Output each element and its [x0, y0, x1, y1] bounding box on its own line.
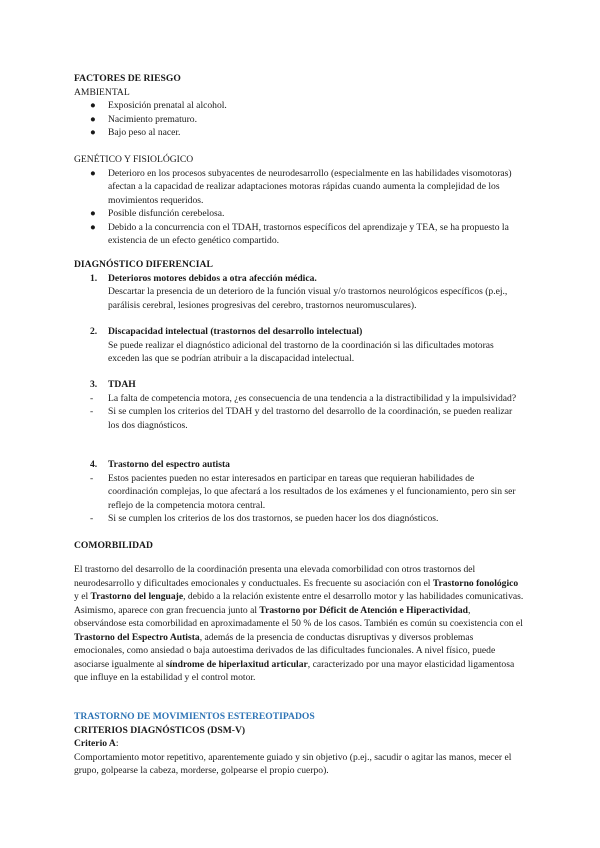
dash-item: - Si se cumplen los criterios del TDAH y del trastorno del desarrollo de la coordinación, se pueden realizar los dos diagnósticos. [90, 406, 513, 431]
comorbidity-text: El trastorno del desarrollo de la coordinación presenta una elevada comorbilidad con otros trastornos del neurodesarrollo y dificultades emocionales y conductuales. Es frecuente su asociación con el Trastorno fonológico y el Trastorno del lenguaje, debido a la relación existente entre el desarrollo motor y las habilidades comunicativas. Asimismo, aparece con gran frecuencia junto al Trastorno por Déficit de Atención e Hiperactividad, observándose esta comorbilidad en aproximadamente el 50 % de los casos. También es común su coexistencia con el Trastorno del Espectro Autista, además de la presencia de conductas disruptivas y diversos problemas emocionales, como ansiedad o baja autoestima derivados de las dificultades funcionales. A nivel físico, puede asociarse igualmente al síndrome de hiperlaxitud articular, caracterizado por una mayor elasticidad ligamentosa que influye en la estabilidad y el control motor. [74, 564, 524, 683]
section-title: TRASTORNO DE MOVIMIENTOS ESTEREOTIPADOS [74, 711, 315, 722]
item-number: 3. [90, 379, 98, 390]
criterion-a-label: Criterio A: [74, 738, 119, 749]
dash-marker: - [90, 392, 94, 404]
bullet-icon: ● [90, 167, 96, 179]
risk-factors-section [74, 72, 524, 140]
genetic-label: GENÉTICO Y FISIOLÓGICO [74, 154, 194, 165]
list-item: ● Nacimiento prematuro. [90, 113, 197, 125]
item-description: Se puede realizar el diagnóstico adicional del trastorno de la coordinación si las dificultades motoras exceden las que se podrían atribuir a la discapacidad intelectual. [108, 339, 494, 364]
bullet-icon: ● [90, 221, 96, 233]
list-item: ● Debido a la concurrencia con el TDAH, trastornos específicos del aprendizaje y TEA, se ha propuesto la existencia de un efecto genético compartido. [90, 221, 509, 246]
item-title: Trastorno del espectro autista [108, 459, 230, 470]
numbered-item [74, 325, 524, 339]
comorbidity-section [74, 539, 524, 553]
ambiental-label: AMBIENTAL [74, 86, 130, 98]
criteria-subtitle: CRITERIOS DIAGNÓSTICOS (DSM-V) [74, 724, 246, 736]
item-number: 1. [90, 272, 98, 284]
diagnosis-item-3 [74, 378, 524, 432]
diagnosis-item-2 [74, 325, 524, 366]
criterion-a-text: Comportamiento motor repetitivo, aparentemente guiado y sin objetivo (p.ej., sacudir o agitar las manos, mecer el grupo, golpearse la cabeza, morderse, golpearse el propio cuerpo). [74, 751, 512, 776]
item-title: Deterioros motores debidos a otra afección médica. [108, 272, 317, 284]
list-item: ● Exposición prenatal al alcohol. [90, 100, 227, 111]
numbered-item [74, 458, 524, 472]
item-number: 2. [90, 326, 98, 337]
differential-diagnosis-section [74, 258, 524, 312]
dash-marker: - [90, 472, 94, 484]
bullet-icon: ● [90, 113, 96, 125]
list-item: ● Bajo peso al nacer. [90, 127, 181, 138]
risk-factors-heading: FACTORES DE RIESGO [74, 73, 181, 84]
numbered-item [74, 272, 524, 286]
genetic-section [74, 153, 524, 248]
diagnosis-item-4 [74, 458, 524, 526]
stereotyped-movements-section [74, 710, 524, 778]
dash-marker: - [90, 406, 94, 417]
list-item: ● Posible disfunción cerebelosa. [90, 208, 225, 219]
item-number: 4. [90, 459, 98, 470]
bullet-icon: ● [90, 100, 96, 111]
dash-item: - La falta de competencia motora, ¿es consecuencia de una tendencia a la distractibilidad y la impulsividad? [90, 392, 517, 404]
bullet-icon: ● [90, 127, 96, 138]
comorbidity-heading: COMORBILIDAD [74, 540, 153, 551]
comorbidity-paragraph [74, 563, 524, 685]
differential-diagnosis-heading: DIAGNÓSTICO DIFERENCIAL [74, 259, 213, 270]
item-description: Descartar la presencia de un deterioro de la función visual y/o trastornos neurológicos específicos (p.ej., parálisis cerebral, lesiones progresivas del cerebro, trastornos neuromusculares). [108, 286, 508, 311]
dash-item: - Si se cumplen los criterios de los dos trastornos, se pueden hacer los dos diagnósticos. [90, 513, 439, 524]
bullet-icon: ● [90, 208, 96, 219]
item-title: Discapacidad intelectual (trastornos del desarrollo intelectual) [108, 326, 363, 337]
list-item: ● Deterioro en los procesos subyacentes de neurodesarrollo (especialmente en las habilidades visomotoras) afectan a la capacidad de realizar adaptaciones motoras rápidas cuando aumenta la complejidad de los movimientos requeridos. [90, 167, 512, 206]
item-title: TDAH [108, 379, 136, 390]
dash-marker: - [90, 513, 94, 524]
numbered-item [74, 378, 524, 392]
dash-item: - Estos pacientes pueden no estar interesados en participar en tareas que requieran habilidades de coordinación complejas, lo que afectará a los resultados de los exámenes y el funcionamiento, pero sin ser reflejo de la competencia motora central. [90, 472, 516, 511]
